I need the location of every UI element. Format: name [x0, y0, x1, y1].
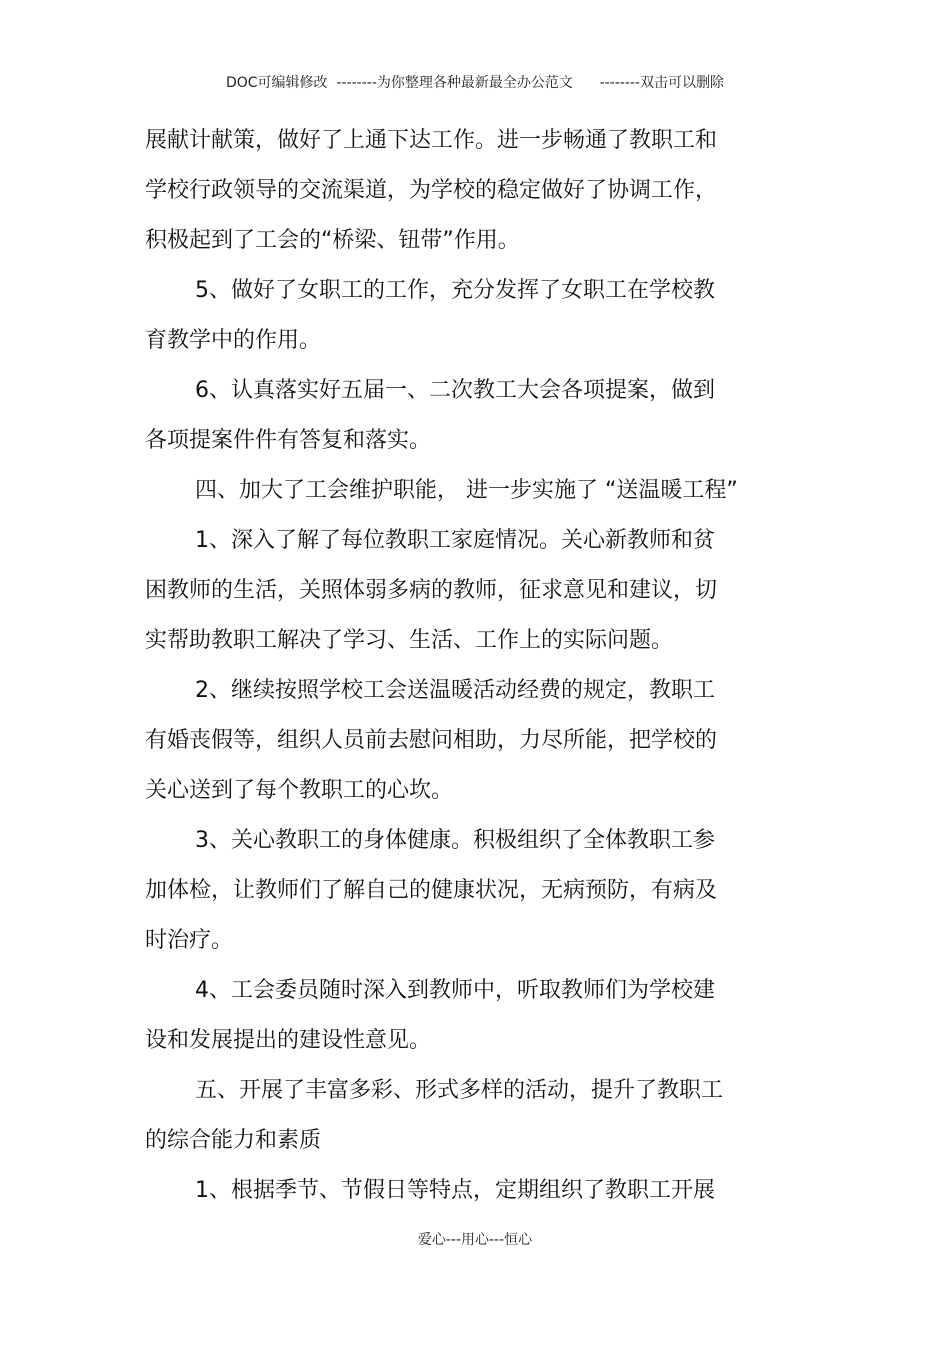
text-line: 1、深入了解了每位教职工家庭情况。关心新教师和贫 [195, 528, 715, 553]
text-line: 时治疗。 [145, 928, 234, 953]
text-line: 各项提案件件有答复和落实。 [145, 428, 432, 453]
text-line: 育教学中的作用。 [145, 328, 322, 353]
text-line: 五、开展了丰富多彩、形式多样的活动，提升了教职工 [195, 1078, 724, 1103]
page-footer: 爱心---用心---恒心 [417, 1232, 533, 1248]
text-line: 积极起到了工会的“桥梁、钮带”作用。 [145, 228, 520, 253]
text-line: 2、继续按照学校工会送温暖活动经费的规定，教职工 [195, 678, 715, 703]
text-line: 实帮助教职工解决了学习、生活、工作上的实际问题。 [145, 628, 674, 653]
text-line: 困教师的生活，关照体弱多病的教师，征求意见和建议，切 [145, 578, 718, 603]
text-line: 展献计献策，做好了上通下达工作。进一步畅通了教职工和 [145, 128, 718, 153]
text-line: 3、关心教职工的身体健康。积极组织了全体教职工参 [195, 828, 715, 853]
text-line: 加体检，让教师们了解自己的健康状况，无病预防，有病及 [145, 878, 718, 903]
text-line: 的综合能力和素质 [145, 1128, 322, 1153]
text-line: 四、加大了工会维护职能， 进一步实施了 “送温暖工程” [195, 478, 738, 503]
document-body [145, 120, 755, 1220]
text-line: 学校行政领导的交流渠道，为学校的稳定做好了协调工作， [145, 178, 718, 203]
text-line: 4、工会委员随时深入到教师中，听取教师们为学校建 [195, 978, 715, 1003]
text-line: 关心送到了每个教职工的心坎。 [145, 778, 454, 803]
text-line: 设和发展提出的建设性意见。 [145, 1028, 432, 1053]
text-line: 有婚丧假等，组织人员前去慰问相助，力尽所能，把学校的 [145, 728, 718, 753]
text-line: 1、根据季节、节假日等特点，定期组织了教职工开展 [195, 1178, 715, 1203]
text-line: 6、认真落实好五届一、二次教工大会各项提案，做到 [195, 378, 715, 403]
text-line: 5、做好了女职工的工作，充分发挥了女职工在学校教 [195, 278, 715, 303]
page-header: DOC可编辑修改 --------为你整理各种最新最全办公范文 --------双击可以删除 [225, 75, 724, 91]
